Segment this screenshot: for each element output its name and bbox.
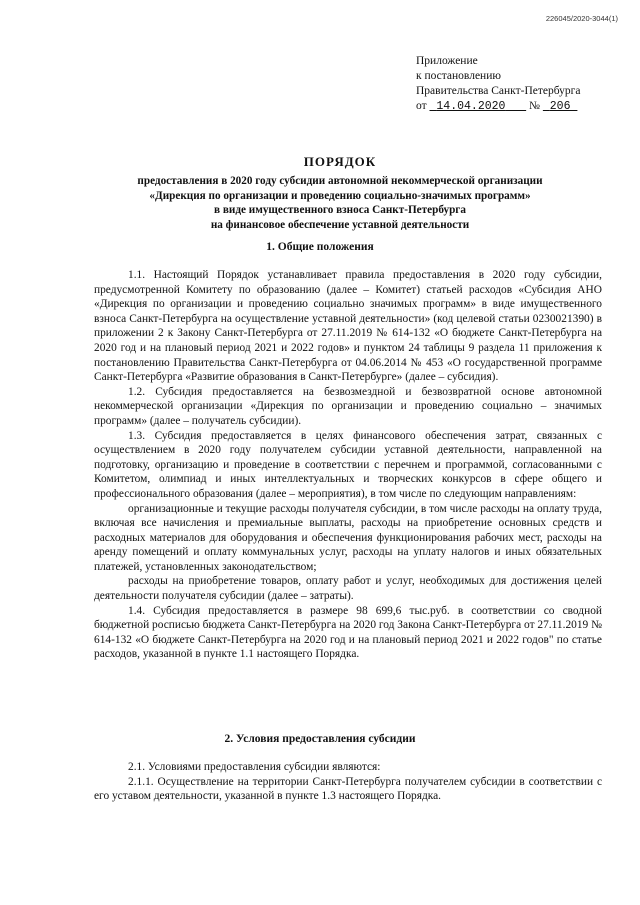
paragraph-1-2: 1.2. Субсидия предоставляется на безвозмездной и безвозвратной основе автономной некоммерческой организации «Дирекция по организации и проведению социально – значимых программ» (далее – получатель субсидии). [94,385,602,427]
paragraph-1-4: 1.4. Субсидия предоставляется в размере 98 699,6 тыс.руб. в соответствии со сводной бюджетной росписью бюджета Санкт-Петербурга на 2020 год Закона Санкт-Петербурга от 27.11.2019 № 614-132 «О бюджете Санкт-Петербурга на 2020 год и на плановый период 2021 и 2022 годов" по статье расходов, указанной в пункте 1.1 настоящего Порядка. [94,604,602,661]
paragraph-1-3: 1.3. Субсидия предоставляется в целях финансового обеспечения затрат, связанных с осуществлением в 2020 году получателем субсидии уставной деятельности, направленной на подготовку, организацию и проведение в соответствии с перечнем и программой, согласованными с Комитетом, олимпиад и иных интеллектуальных и творческих конкурсов в сфере общего и профессионального образования (далее – мероприятия), в том числе по следующим направлениям: [94,429,602,500]
document-title [60,154,620,232]
paragraph-1-3-item-a: организационные и текущие расходы получателя субсидии, в том числе расходы на оплату труда, включая все начисления и премиальные выплаты, расходы на приобретение основных средств и расходных материалов для оборудования и обеспечения функционирования рабочих мест, расходы на аренду помещений и оплату коммунальных услуг, расходы на уплату налогов и иных обязательных платежей, установленных законодательством; [94,502,602,573]
resolution-date: 14.04.2020 [436,100,506,113]
appendix-line-2: к постановлению [416,70,501,82]
document-id: 226045/2020-3044(1) [545,14,618,23]
title-line-3: в виде имущественного взноса Санкт-Петербурга [214,204,466,216]
number-label: № [529,100,540,112]
paragraph-1-3-item-b: расходы на приобретение товаров, оплату работ и услуг, необходимых для достижения целей деятельности получателя субсидии (далее – затраты). [94,575,602,603]
title-line-2: «Дирекция по организации и проведению социально-значимых программ» [149,189,531,202]
paragraph-2-1: 2.1. Условиями предоставления субсидии являются: [128,761,381,773]
title-line-4: на финансовое обеспечение уставной деятельности [210,218,470,231]
paragraph-2-1-1: 2.1.1. Осуществление на территории Санкт-Петербурга получателем субсидии в соответствии с его уставом деятельности, указанной в пункте 1.3 настоящего Порядка. [94,775,602,803]
section-1-body [94,268,602,662]
section-2-body [94,760,602,804]
appendix-line-1: Приложение [416,55,478,67]
section-1-heading: 1. Общие положения [266,241,374,253]
appendix-date-number [416,99,581,114]
title-heading: ПОРЯДОК [303,154,377,169]
section-2-heading: 2. Условия предоставления субсидии [224,733,416,745]
appendix-line-3: Правительства Санкт-Петербурга [416,85,581,97]
appendix-block [416,54,581,114]
from-label: от [416,100,427,112]
paragraph-1-1: 1.1. Настоящий Порядок устанавливает правила предоставления в 2020 году субсидии, предусмотренной Комитету по образованию (далее – Комитет) статьей расходов «Субсидия АНО «Дирекция по организации и проведению социально значимых программ» в виде имущественного взноса Санкт-Петербурга на осуществление уставной деятельности» (код целевой статьи 0230021390) в приложении 2 к Закону Санкт-Петербурга от 27.11.2019 № 614-132 «О бюджете Санкт-Петербурга на 2020 год и на плановый период 2021 и 2022 годов» и пунктом 24 таблицы 9 раздела 11 приложения к постановлению Правительства Санкт-Петербурга от 04.06.2014 № 453 «О государственной программе Санкт-Петербурга «Развитие образования в Санкт-Петербурге» (далее – субсидия). [94,269,602,384]
title-line-1: предоставления в 2020 году субсидии автономной некоммерческой организации [137,175,543,187]
resolution-number: 206 [549,100,571,113]
